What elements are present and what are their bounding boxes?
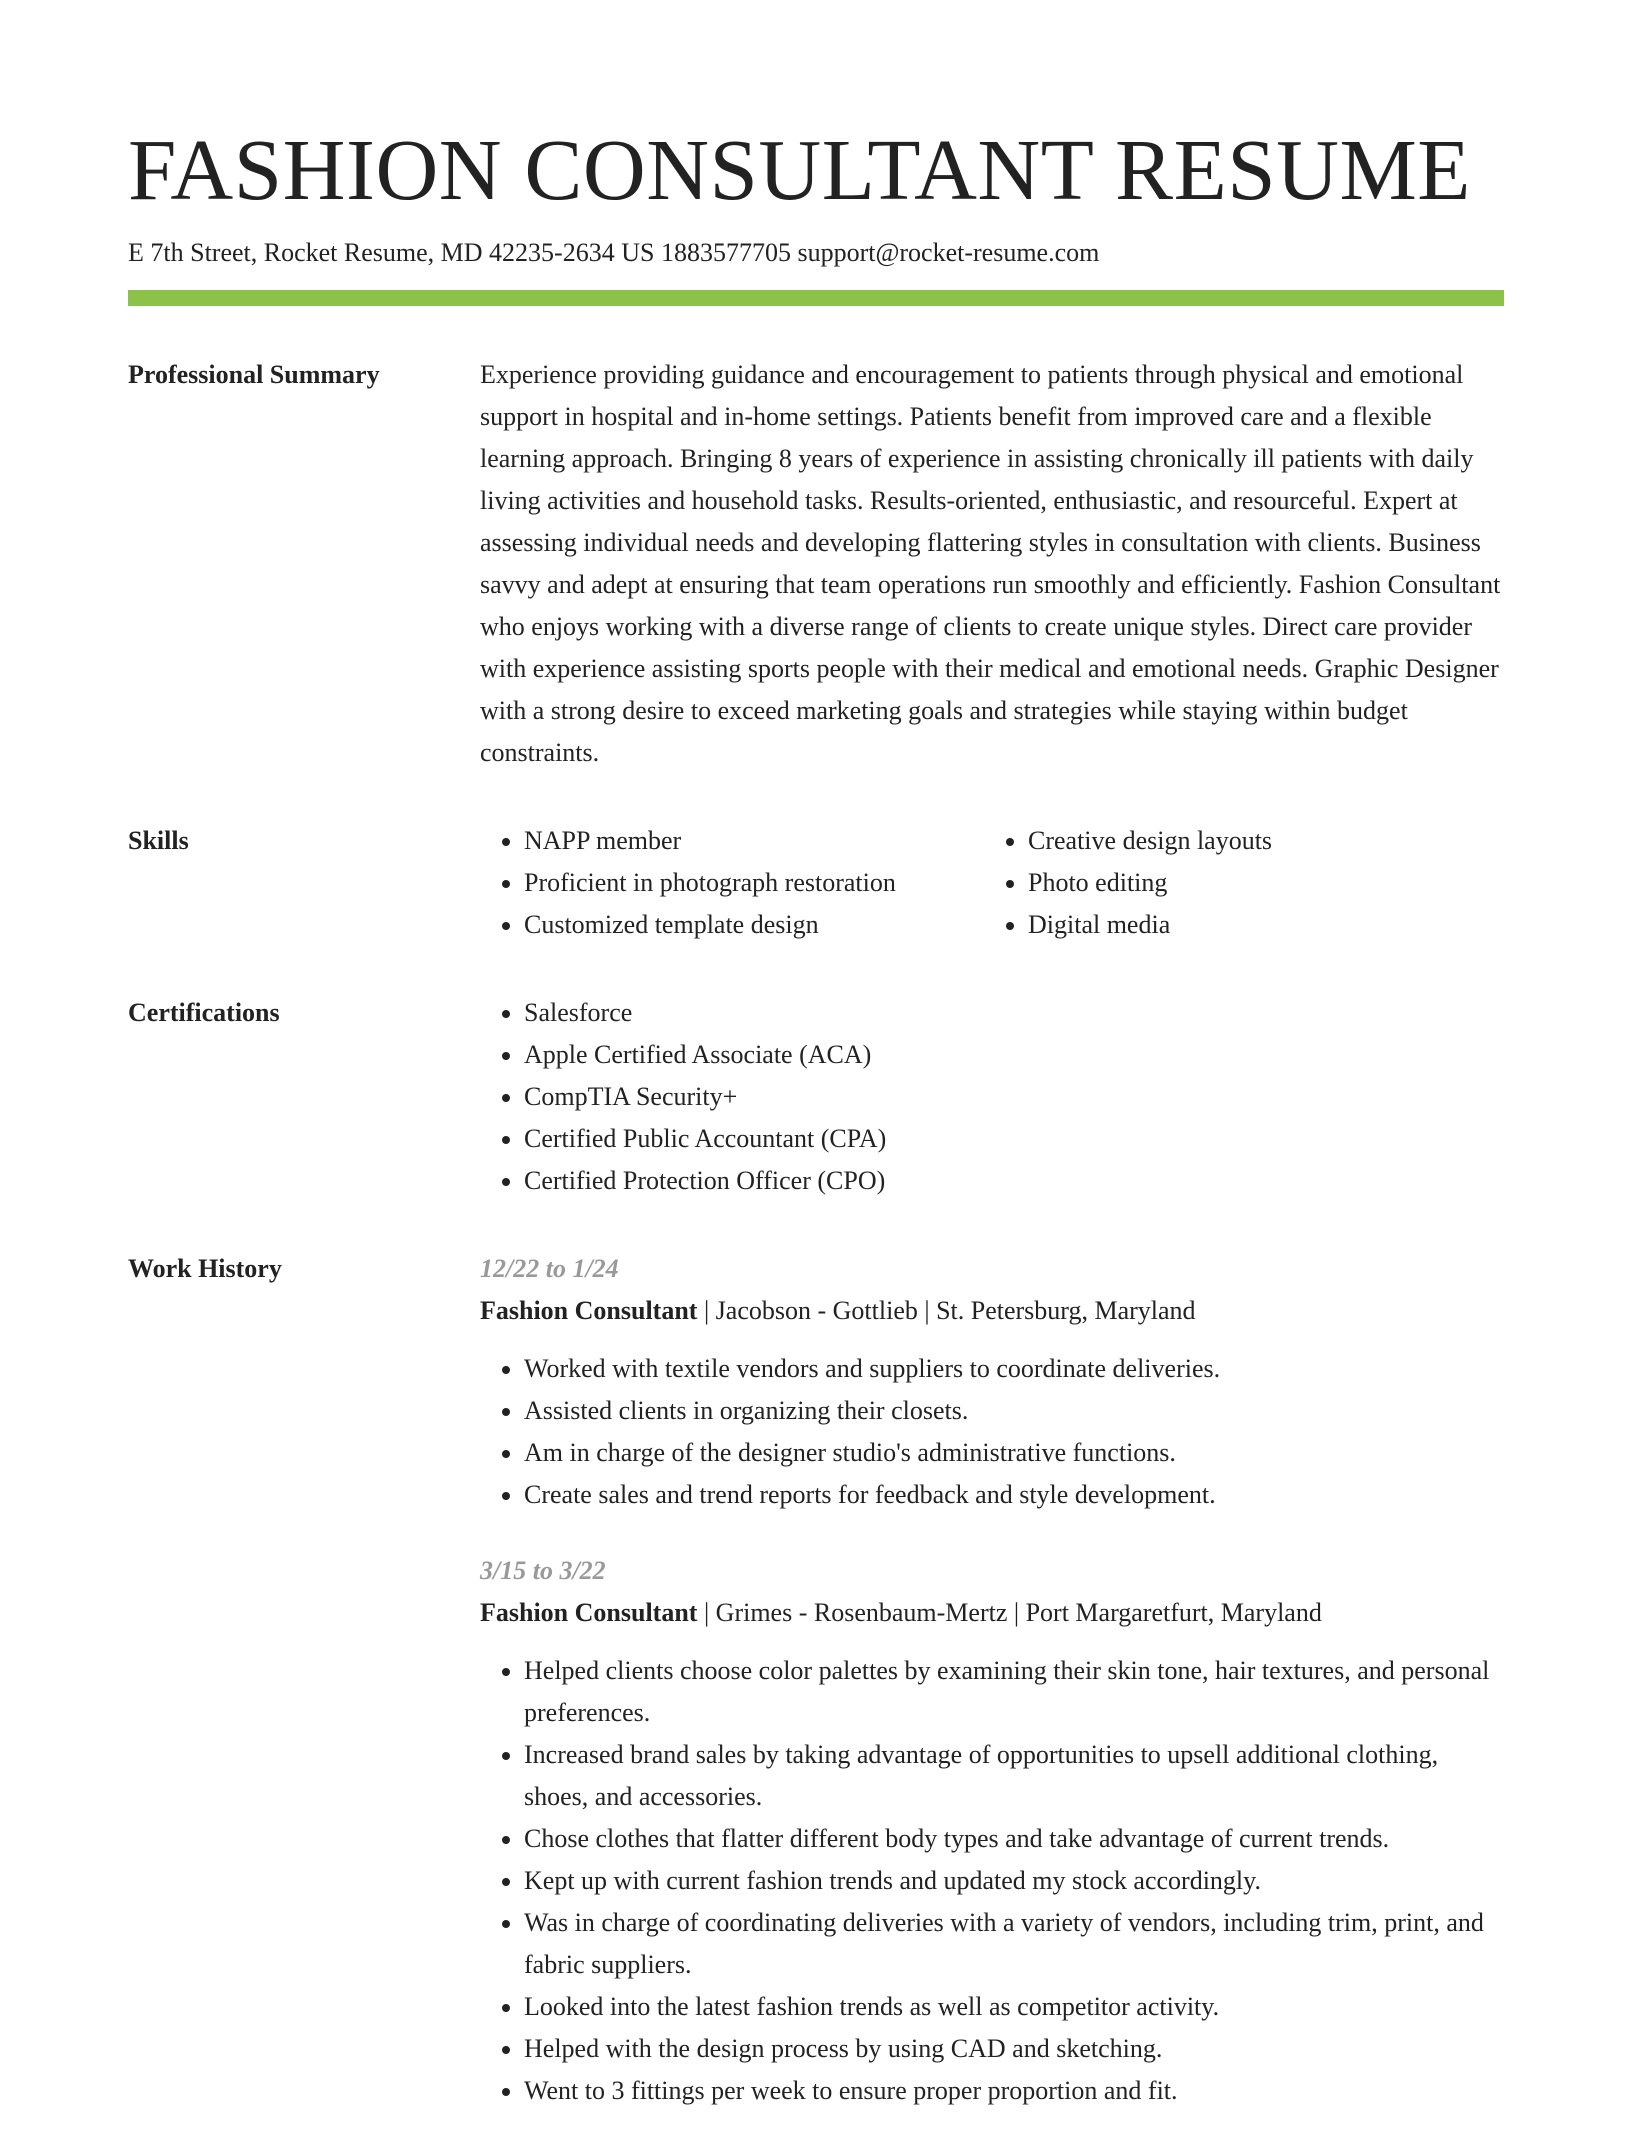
skills-column-1 — [480, 820, 984, 946]
contact-line: E 7th Street, Rocket Resume, MD 42235-2634 US 1883577705 support@rocket-resume.com — [128, 238, 1100, 267]
job-bullet: • Create sales and trend reports for feedback and style development. — [524, 1474, 1504, 1516]
job-bullet: • Am in charge of the designer studio's administrative functions. — [524, 1432, 1504, 1474]
job-bullets — [480, 1650, 1504, 2112]
certifications-heading: Certifications — [128, 998, 280, 1027]
certification-item: • Apple Certified Associate (ACA) — [524, 1034, 1504, 1076]
certifications-list — [480, 992, 1504, 1202]
skill-item: • Digital media — [1028, 904, 1488, 946]
job-entry — [480, 1550, 1504, 2112]
skills-section — [128, 820, 1504, 946]
job-bullet: • Helped clients choose color palettes by examining their skin tone, hair textures, and personal preferences. — [524, 1650, 1504, 1734]
job-bullet: • Chose clothes that flatter different body types and take advantage of current trends. — [524, 1818, 1504, 1860]
skill-item: • Creative design layouts — [1028, 820, 1488, 862]
summary-section — [128, 354, 1504, 774]
skills-list-1 — [480, 820, 984, 946]
certifications-body — [480, 992, 1504, 1202]
certification-item: • CompTIA Security+ — [524, 1076, 1504, 1118]
job-bullet: • Went to 3 fittings per week to ensure proper proportion and fit. — [524, 2070, 1504, 2112]
skills-heading: Skills — [128, 826, 189, 855]
certification-item: • Salesforce — [524, 992, 1504, 1034]
summary-body — [480, 354, 1504, 774]
certification-item: • Certified Protection Officer (CPO) — [524, 1160, 1504, 1202]
skills-body — [480, 820, 1504, 946]
job-bullet: • Assisted clients in organizing their closets. — [524, 1390, 1504, 1432]
job-bullet: • Worked with textile vendors and suppliers to coordinate deliveries. — [524, 1348, 1504, 1390]
job-bullet: • Kept up with current fashion trends and updated my stock accordingly. — [524, 1860, 1504, 1902]
job-role: Fashion Consultant — [480, 1598, 698, 1627]
resume-page — [128, 118, 1504, 2146]
job-entry — [480, 1248, 1504, 1516]
skill-item: • NAPP member — [524, 820, 984, 862]
summary-text: Experience providing guidance and encouragement to patients through physical and emotional support in hospital and in-home settings. Patients benefit from improved care and a flexible learning approach. Bringing 8 years of experience in assisting chronically ill patients with daily living activities and household tasks. Results-oriented, enthusiastic, and resourceful. Expert at assessing individual needs and developing flattering styles in consultation with clients. Business savvy and adept at ensuring that team operations run smoothly and efficiently. Fashion Consultant who enjoys working with a diverse range of clients to create unique styles. Direct care provider with experience assisting sports people with their medical and emotional needs. Graphic Designer with a strong desire to exceed marketing goals and strategies while staying within budget constraints. — [480, 360, 1501, 767]
skills-list-2 — [984, 820, 1488, 946]
skill-item: • Proficient in photograph restoration — [524, 862, 984, 904]
job-bullets — [480, 1348, 1504, 1516]
job-details: | Grimes - Rosenbaum-Mertz | Port Margaretfurt, Maryland — [697, 1598, 1322, 1627]
skill-item: • Photo editing — [1028, 862, 1488, 904]
work-history-heading: Work History — [128, 1254, 282, 1283]
work-history-body — [480, 1248, 1504, 2146]
job-bullet: • Helped with the design process by using CAD and sketching. — [524, 2028, 1504, 2070]
page-title: FASHION CONSULTANT RESUME — [128, 121, 1471, 218]
job-heading — [480, 1592, 1504, 1634]
summary-heading: Professional Summary — [128, 360, 380, 389]
skills-column-2 — [984, 820, 1488, 946]
job-bullet: • Increased brand sales by taking advantage of opportunities to upsell additional clothing, shoes, and accessories. — [524, 1734, 1504, 1818]
job-date: 3/15 to 3/22 — [480, 1556, 606, 1585]
accent-divider — [128, 290, 1504, 306]
certification-item: • Certified Public Accountant (CPA) — [524, 1118, 1504, 1160]
job-role: Fashion Consultant — [480, 1296, 698, 1325]
certifications-section — [128, 992, 1504, 1202]
job-details: | Jacobson - Gottlieb | St. Petersburg, Maryland — [697, 1296, 1196, 1325]
job-date: 12/22 to 1/24 — [480, 1254, 619, 1283]
work-history-section — [128, 1248, 1504, 2146]
job-bullet: • Looked into the latest fashion trends as well as competitor activity. — [524, 1986, 1504, 2028]
skill-item: • Customized template design — [524, 904, 984, 946]
job-bullet: • Was in charge of coordinating deliveries with a variety of vendors, including trim, print, and fabric suppliers. — [524, 1902, 1504, 1986]
job-heading — [480, 1290, 1504, 1332]
